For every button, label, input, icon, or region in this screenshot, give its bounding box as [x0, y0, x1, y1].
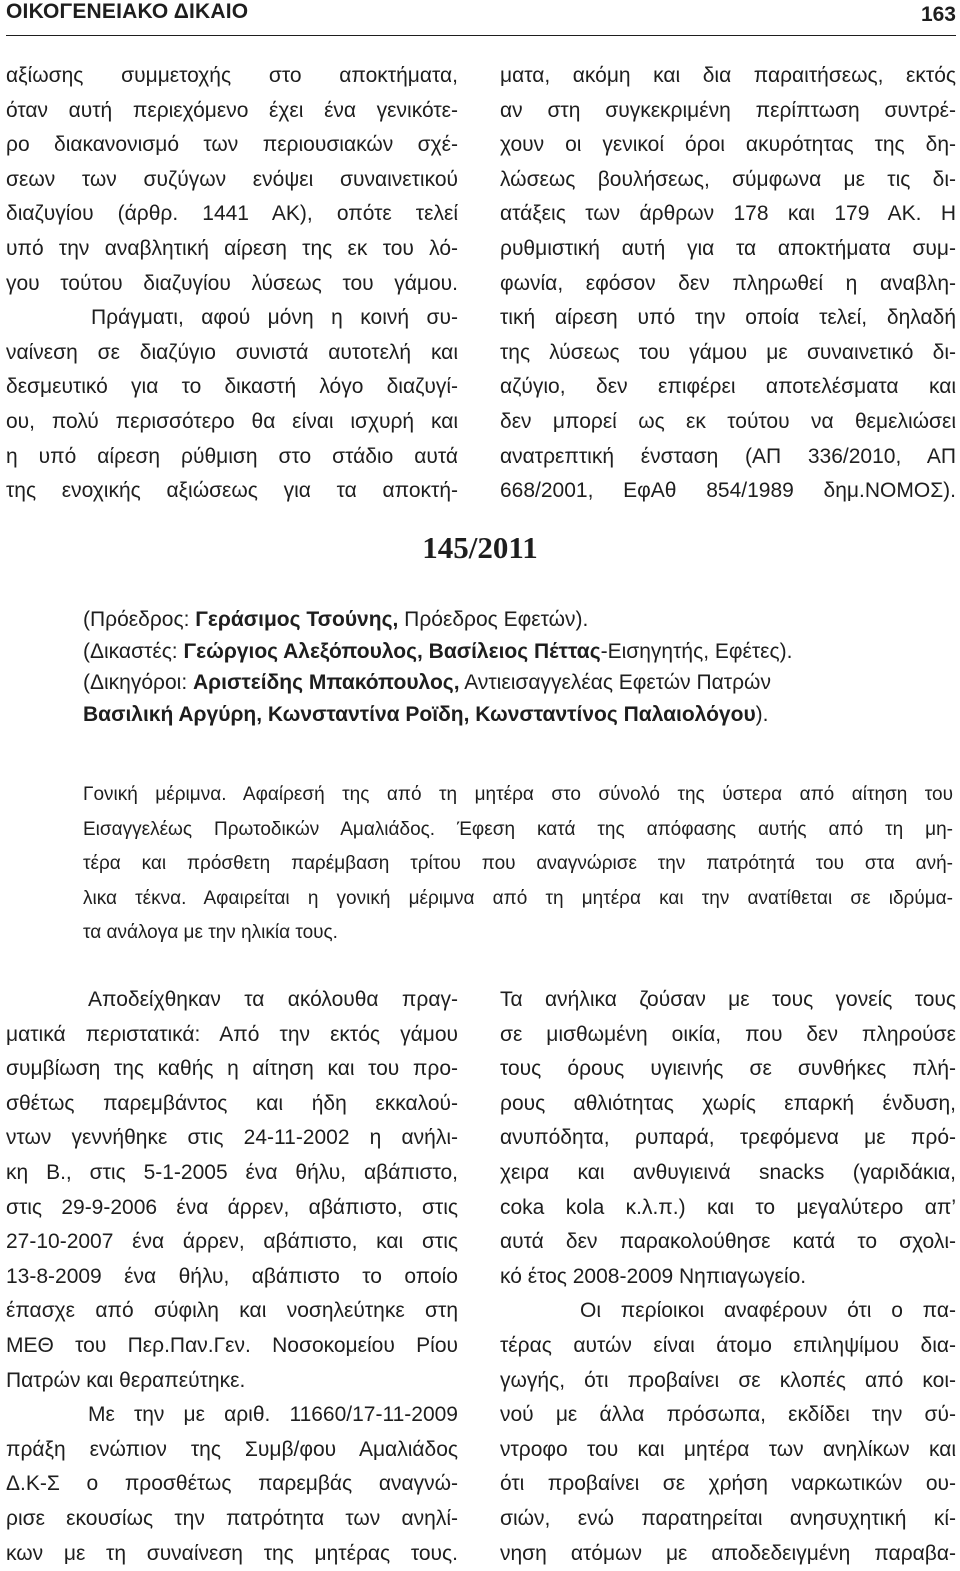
header-rule [6, 35, 956, 36]
text-line: ου, πολύ περισσότερο θα είναι ισχυρή και [6, 405, 458, 440]
text-line: η υπό αίρεση ρύθμιση στο στάδιο αυτά [6, 440, 458, 475]
label-text: Πρόεδρος Εφετών). [398, 608, 588, 631]
lawyer-name: Αριστείδης Μπακόπουλος, [193, 671, 460, 694]
text-line: της ενοχικής αξιώσεως για τα αποκτή- [6, 474, 458, 509]
text-line: όταν αυτή περιεχόμενο έχει ένα γενικότε- [6, 94, 458, 129]
text-line: κη Β., στις 5-1-2005 ένα θήλυ, αβάπιστο, [6, 1156, 458, 1191]
text-line: γωγής, ότι προβαίνει σε κλοπές από κοι- [500, 1364, 956, 1399]
text-line: Πράγματι, αφού μόνη η κοινή συ- [6, 301, 458, 336]
president-name: Γεράσιμος Τσούνης, [195, 608, 398, 631]
text-line: δεν μπορεί ως εκ τούτου να θεμελιώσει [500, 405, 956, 440]
text-line: ναίνεση σε διαζύγιο συνιστά αυτοτελή και [6, 336, 458, 371]
text-line: χουν οι γενικοί όροι ακυρότητας της δη- [500, 128, 956, 163]
text-line: coka kola κ.λ.π.) και το μεγαλύτερο απ’ [500, 1191, 956, 1226]
top-left-column [6, 59, 458, 509]
case-number: 145/2011 [0, 530, 960, 566]
label-text: ). [756, 703, 769, 726]
text-line: γου τούτου διαζυγίου λύσεως του γάμου. [6, 267, 458, 302]
text-line: ανυπόδητα, ρυπαρά, τρεφόμενα με πρό- [500, 1121, 956, 1156]
label-text: Αντιεισαγγελέας Εφετών Πατρών [460, 671, 771, 694]
judges-line [83, 636, 953, 668]
text-line: ότι προβαίνει σε χρήση ναρκωτικών ου- [500, 1467, 956, 1502]
text-line: σεων των συζύγων ενόψει συναινετικού [6, 163, 458, 198]
judges-names: Γεώργιος Αλεξόπουλος, Βασίλειος Πέττας [183, 640, 600, 663]
text-line: νηση ατόμων με αποδεδειγμένη παραβα- [500, 1537, 956, 1571]
text-line: Τα ανήλικα ζούσαν με τους γονείς τους [500, 983, 956, 1018]
text-line: σθέτως παρεμβάντος και ήδη εκκαλού- [6, 1087, 458, 1122]
text-line: σε μισθωμένη οικία, που δεν πληρούσε [500, 1018, 956, 1053]
text-line: Δ.Κ-Σ ο προσθέτως παρεμβάς αναγνώ- [6, 1467, 458, 1502]
court-participants [83, 604, 953, 730]
label-text: -Εισηγητής, Εφέτες). [601, 640, 793, 663]
text-line: δεσμευτικό για το δικαστή λόγο διαζυγί- [6, 370, 458, 405]
text-line: διαζυγίου (άρθρ. 1441 ΑΚ), οπότε τελεί [6, 197, 458, 232]
page-number: 163 [921, 3, 956, 27]
case-summary [83, 778, 953, 951]
text-line: Πατρών και θεραπεύτηκε. [6, 1364, 458, 1399]
president-line [83, 604, 953, 636]
text-line: τική αίρεση υπό την οποία τελεί, δηλαδή [500, 301, 956, 336]
lawyers-line [83, 667, 953, 699]
text-line: πράξη ενώπιον της Συμβ/φου Αμαλιάδος [6, 1433, 458, 1468]
label-text: (Δικηγόροι: [83, 671, 193, 694]
text-line: 27-10-2007 ένα άρρεν, αβάπιστο, και στις [6, 1225, 458, 1260]
text-line: αζύγιο, δεν επιφέρει αποτελέσματα και [500, 370, 956, 405]
summary-line: Γονική μέριμνα. Αφαίρεσή της από τη μητέρα στο σύνολό της ύστερα από αίτηση του [83, 778, 953, 813]
summary-line: τέρα και πρόσθετη παρέμβαση τρίτου που αναγνώρισε την πατρότητά του στα ανή- [83, 847, 953, 882]
text-line: Αποδείχθηκαν τα ακόλουθα πραγ- [6, 983, 458, 1018]
bottom-left-column [6, 983, 458, 1571]
text-line: κό έτος 2008-2009 Νηπιαγωγείο. [500, 1260, 956, 1295]
summary-line: τα ανάλογα με την ηλικία τους. [83, 916, 953, 951]
page-header [6, 0, 956, 30]
bottom-right-column [500, 983, 956, 1571]
text-line: νού με άλλα πρόσωπα, εκδίδει την σύ- [500, 1398, 956, 1433]
summary-line: Εισαγγελέως Πρωτοδικών Αμαλιάδος. Έφεση κατά της απόφασης αυτής από τη μη- [83, 813, 953, 848]
text-line: ντροφο του και μητέρα των ανηλίκων και [500, 1433, 956, 1468]
text-line: ρισε εκουσίως την πατρότητα των ανηλί- [6, 1502, 458, 1537]
label-text: (Δικαστές: [83, 640, 183, 663]
lawyers-names: Βασιλική Αργύρη, Κωνσταντίνα Ροϊδη, Κωνσταντίνος Παλαιολόγου [83, 703, 756, 726]
text-line: έπασχε από σύφιλη και νοσηλεύτηκε στη [6, 1294, 458, 1329]
text-line: ματα, ακόμη και δια παραιτήσεως, εκτός [500, 59, 956, 94]
text-line: συμβίωση της καθής η αίτηση και του προ- [6, 1052, 458, 1087]
text-line: ματικά περιστατικά: Από την εκτός γάμου [6, 1018, 458, 1053]
text-line: κων με τη συναίνεση της μητέρας τους. [6, 1537, 458, 1571]
text-line: υπό την αναβλητική αίρεση της εκ του λό- [6, 232, 458, 267]
text-line: αν στη συγκεκριμένη περίπτωση συντρέ- [500, 94, 956, 129]
text-line: σιών, ενώ παρατηρείται ανησυχητική κί- [500, 1502, 956, 1537]
text-line: ντων γεννήθηκε στις 24-11-2002 η ανήλι- [6, 1121, 458, 1156]
top-right-column [500, 59, 956, 509]
text-line: ατάξεις των άρθρων 178 και 179 ΑΚ. Η [500, 197, 956, 232]
summary-line: λικα τέκνα. Αφαιρείται η γονική μέριμνα από τη μητέρα και την ανατίθεται σε ιδρύμα- [83, 882, 953, 917]
text-line: φωνία, εφόσον δεν πληρωθεί η αναβλη- [500, 267, 956, 302]
text-line: ΜΕΘ του Περ.Παν.Γεν. Νοσοκομείου Ρίου [6, 1329, 458, 1364]
label-text: (Πρόεδρος: [83, 608, 195, 631]
text-line: λώσεως βουλήσεως, σύμφωνα με τις δι- [500, 163, 956, 198]
text-line: ανατρεπτική ένσταση (ΑΠ 336/2010, ΑΠ [500, 440, 956, 475]
text-line: αυτά δεν παρακολούθησε κατά το σχολι- [500, 1225, 956, 1260]
text-line: ρους αθλιότητας χωρίς επαρκή ένδυση, [500, 1087, 956, 1122]
text-line: ρο διακανονισμό των περιουσιακών σχέ- [6, 128, 458, 163]
text-line: Με την με αριθ. 11660/17-11-2009 [6, 1398, 458, 1433]
text-line: 668/2001, ΕφΑθ 854/1989 δημ.ΝΟΜΟΣ). [500, 474, 956, 509]
text-line: τους όρους υγιεινής σε συνθήκες πλή- [500, 1052, 956, 1087]
text-line: 13-8-2009 ένα θήλυ, αβάπιστο το οποίο [6, 1260, 458, 1295]
text-line: αξίωσης συμμετοχής στο αποκτήματα, [6, 59, 458, 94]
text-line: ρυθμιστική αυτή για τα αποκτήματα συμ- [500, 232, 956, 267]
text-line: Οι περίοικοι αναφέρουν ότι ο πα- [500, 1294, 956, 1329]
text-line: τέρας αυτών είναι άτομο επιληψίμου δια- [500, 1329, 956, 1364]
section-title: ΟΙΚΟΓΕΝΕΙΑΚΟ ΔΙΚΑΙΟ [6, 0, 248, 24]
lawyers-line-continued [83, 699, 953, 731]
text-line: της λύσεως του γάμου με συναινετικό δι- [500, 336, 956, 371]
text-line: στις 29-9-2006 ένα άρρεν, αβάπιστο, στις [6, 1191, 458, 1226]
text-line: χειρα και ανθυγιεινά snacks (γαριδάκια, [500, 1156, 956, 1191]
